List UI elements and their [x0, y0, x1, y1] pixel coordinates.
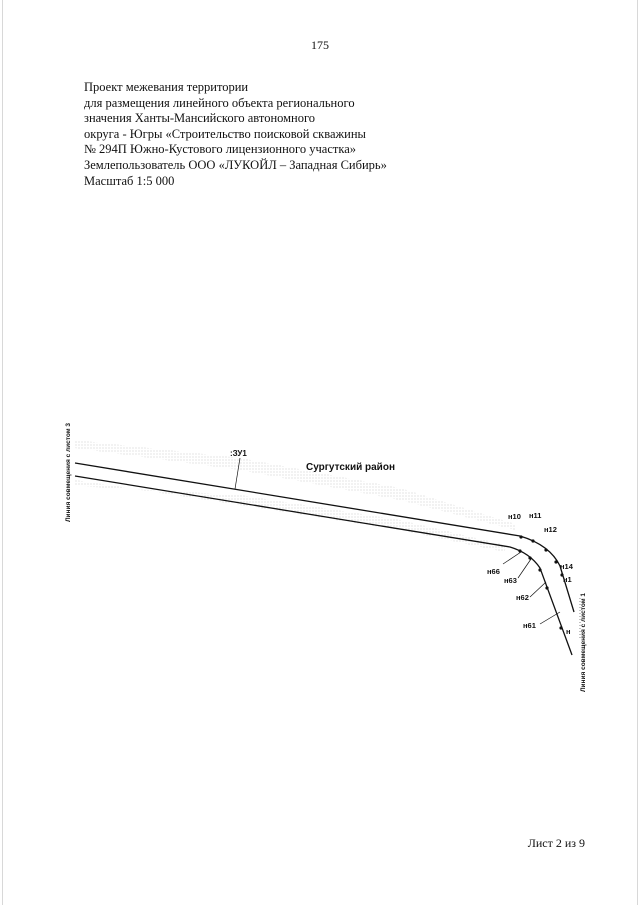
point-marker — [554, 560, 557, 563]
region-label: Сургутский район — [306, 462, 395, 473]
header-line: Проект межевания территории — [84, 80, 249, 94]
point-marker — [544, 548, 547, 551]
header-line: значения Ханты-Мансийского автономного — [84, 111, 316, 126]
point-label-n10: н10 — [508, 512, 521, 521]
header-line: округа - Югры «Строительство поисковой скважины — [84, 126, 366, 141]
leader-n63 — [518, 559, 531, 578]
area-hatching-upper — [75, 440, 515, 530]
point-label-n11: н11 — [529, 511, 542, 520]
leader-n62 — [530, 582, 546, 597]
point-label-n12: н12 — [544, 525, 557, 534]
leader-n66 — [503, 552, 521, 564]
page-number: 175 — [311, 38, 329, 52]
point-label-n63: н63 — [504, 576, 517, 585]
match-line-right-label: Линия совмещения с листом 1 — [580, 593, 587, 692]
point-marker — [531, 539, 534, 542]
point-label-n66: н66 — [487, 567, 500, 576]
point-label-n62: н62 — [516, 593, 529, 602]
point-label-n14: н14 — [560, 562, 573, 571]
point-marker — [519, 535, 522, 538]
leader-lines — [235, 458, 560, 624]
header-line: Масштаб 1:5 000 — [84, 173, 175, 188]
point-marker — [559, 626, 562, 629]
match-line-left-label: Линия совмещения с листом 3 — [65, 423, 72, 522]
point-marker — [545, 586, 548, 589]
header-line: для размещения линейного объекта регионального — [84, 95, 355, 110]
point-marker — [538, 568, 541, 571]
parcel-boundary-lower — [75, 476, 572, 655]
header-line: № 294П Южно-Кустового лицензионного участка» — [84, 142, 357, 157]
parcel-label: :ЗУ1 — [230, 449, 247, 458]
point-label-n1: н1 — [563, 575, 572, 584]
point-label-n61: н61 — [523, 621, 536, 630]
header-line: Землепользователь ООО «ЛУКОЙЛ – Западная Сибирь» — [84, 157, 387, 172]
point-marker — [518, 549, 521, 552]
leader-n61 — [540, 612, 560, 624]
point-label-n-end: н — [566, 627, 571, 636]
area-hatching-lower — [75, 480, 505, 552]
sheet-number: Лист 2 из 9 — [527, 836, 585, 850]
